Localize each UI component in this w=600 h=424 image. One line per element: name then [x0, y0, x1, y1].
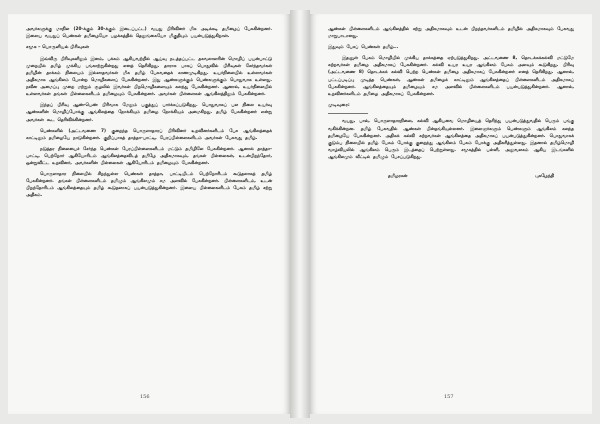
book-gutter	[290, 10, 310, 418]
right-paragraph-2: இதுவும் பேசப் பெண்கள் தமிழ்...	[328, 45, 399, 51]
right-paragraph-1: ஆண்கள் பிள்ளைகளிடம் ஆங்கிலத்தில் சற்று அதிகமாகவும் உடன் பிறந்தவர்களிடம் தமிழில் அதிகமாகவும் பேசுவது மாறுபாடானது.	[328, 27, 574, 40]
left-paragraph-3: இந்தப் பிரிவு ஆண்-பெண் பிரிவாக மேலும் பகுத்துப் பார்க்கப்படுகிறது. பொதுவாகப் பல நிலை உயர்வு ஆண்களின் மொழிப்போக்கு ஆங்கிலத்தை நோக்கியும் தமிழை நோக்கியும் அமைகிறது. தமிழ் பேசுகின்றனர் என்று அவர்கள் கூட தெரிவிக்கின்றனர்.	[26, 103, 272, 123]
author-left: தமிழரசன்	[388, 174, 408, 179]
right-paragraph-3: இதனுள் பேசும் மொழியில் முக்கிய தாக்கத்தை ஏற்படுத்துகிறது. அட்டவணை 8, தொடக்கக்கல்வி மட்டுமே கற்றவர்கள் தமிழை அதிகமாகப் பேசுகின்றனர். கல்வி உயர உயர ஆங்கிலம் பேசும் அளவும் கூடுகிறது. பிரிவு (அட்டவணை 8) தொடக்கக் கல்வி பெற்ற பெண்கள் தமிழை அதிகமாகப் பேசுகின்றனர் எனத் தெரிகிறது. ஆனால், பட்டப்படிப்பு முடித்த பெண்கள், ஆண்கள் தமிழைக் காட்டிலும் ஆங்கிலத்தைப் பிள்ளைகளிடம் அதிகமாகப் பேசுகின்றனர். ஆங்கிலத்தையும் தமிழையும் சம அளவில் பிள்ளைகளிடம் பயன்படுத்துகின்றனர். ஆனால், உறவினர்களிடம் தமிழை அதிகமாகப் பேசுகின்றனர்.	[328, 56, 574, 97]
author-signatures	[388, 173, 554, 179]
heading-rule	[328, 113, 368, 114]
left-page	[8, 14, 290, 414]
left-section-heading: சமூக – பொருளியல் பிரிவுகள்	[26, 45, 90, 51]
right-page	[310, 14, 592, 414]
left-paragraph-1: அவர்களுக்கு மாநில (20-க்கும் 30-க்கும் இடைப்பட்ட) வயது பிரிவினர் மிக அடிக்கடி தமிழைப் பேசுகின்றனர். இளைய வயதுப் பெண்கள் தமிழையோ பழக்கத்தில் தெலுங்கையோ மிகுதியும் பயன்படுத்துகிறாள்.	[26, 27, 272, 40]
author-right: புகழேந்தி	[535, 174, 554, 179]
right-section-heading: முடிவுரை:	[328, 102, 350, 108]
left-paragraph-6: பொருளாதார நிலையில் சிறந்துள்ள பெண்கள் தாத்தா, பாட்டியிடம் பெற்றோரிடம் கூடுதலாகத் தமிழ் பேசுகின்றனர். தங்கள் பிள்ளைகளிடம் தமிழும் ஆங்கிலமும் சம அளவில் பேசுகின்றனர். பிள்ளைகளிடம், உடன் பிறந்தோரிடம் ஆங்கிலத்தையும் தமிழ் கூடுதலாகப் பயன்படுத்துகின்றனர். இளைய பிள்ளைகளிடம் பேசும் தமிழ் சற்று அதிகம்.	[26, 172, 272, 199]
left-paragraph-2: இவ்விரு பிரிவுகளிலும் இனம், பக்கம் ஆகியவற்றில் ஆய்வு நடத்தப்பட்ட தகவலாளரின் மொழிப் பயன்பாட்டு முறையில் தமிழ் முக்கிய பங்காற்றுகின்றது எனத் தெரிகிறது. தாராக பாகப் பொதுவில் பிரிவுகள் சேர்ந்தவர்கள் தமிழின் தாக்கம் நிலையம் இல்லாதவர்கள் மிக தமிழ் பேசுவதைக் காணமுடிகிறது. உயர்நிலையில் உள்ளவர்கள் அதிகமாக ஆங்கிலம் போன்ற மொழிகளைப் பேசுகின்றனர். இது ஆண்களுக்கும் பெண்களுக்கும் பொதுவாக உள்ளது. நவீன அமைப்பு முறை மற்றும் சூழலில் இவர்கள் பிறமொழிகளையும் கலந்து பேசுகின்றனர். ஆனால், உயர்நிலையில் உள்ளவர்கள் தங்கள் பிள்ளைகளிடம் தமிழையும் பேசுகின்றனர். அவர்கள் பிள்ளைகள் ஆங்கிலத்திலும் பேசுகின்றனர்.	[26, 56, 272, 98]
left-page-number: 156	[140, 394, 150, 400]
left-paragraph-5: நடுத்தர நிலையைச் சேர்ந்த பெண்கள் பேரப்பிள்ளைகளிடம் மட்டும் தமிழிலே பேசுகின்றனர். ஆனால் தாத்தா-பாட்டி, பெற்றோர் ஆகியோரிடம் ஆங்கிலத்தைவிடத் தமிழே அதிகமாகவும், தங்கள் பிள்ளைகள், உடன்பிறந்தோர், ஒன்றுவிட்ட உறவினர், அவர்களின் பிள்ளைகள் ஆகியோரிடம் தமிழையும் பேசுகின்றனர்.	[26, 146, 272, 166]
right-paragraph-4: வயது, பால், பொருளாதாரநிலை, கல்வி ஆகியவை மொழியைத் தெரிந்து பயன்படுத்துவதில் பெரும் பங்கு வகிக்கின்றன. தமிழ் பேசுவதில் ஆண்கள் பின்தங்கியுள்ளனர். இளைஞர்களும் பெண்களும் ஆங்கிலம் கலந்த தமிழையே பேசுகின்றனர். அதிகக் கல்வி கற்றவர்கள் ஆங்கிலத்தை அதிகமாகப் பயன்படுத்துகின்றனர். பொதுவாகக் குடும்ப நிலையில் தமிழ் பேசும் போக்கு குறைந்து ஆங்கிலம் பேசும் போக்கு அதிகரித்துள்ளது. இதனால் தமிழ்மொழி வாழ்வியலில் ஆங்கிலம் பெரும் இடத்தைப் பெற்றுள்ளது. சமூகத்தில் பள்ளி, அலுவலகம் ஆகிய இடங்களில் ஆங்கிலமும் வீட்டில் தமிழும் பேசப்படுகிறது.	[328, 119, 574, 160]
right-page-number: 157	[444, 394, 454, 400]
left-paragraph-4: பெண்களில் (அட்டவணை 7) குறைந்த பொருளாதாரப் பிரிவினர் உறவினர்களிடம் பேச ஆங்கிலத்தைக் காட்டிலும் தமிழையே நாடுகின்றனர். குறிப்பாகத் தாத்தா-பாட்டி, பேரப்பிள்ளைகளிடம் அவர்கள் பேசுவது தமிழ்.	[26, 128, 272, 141]
